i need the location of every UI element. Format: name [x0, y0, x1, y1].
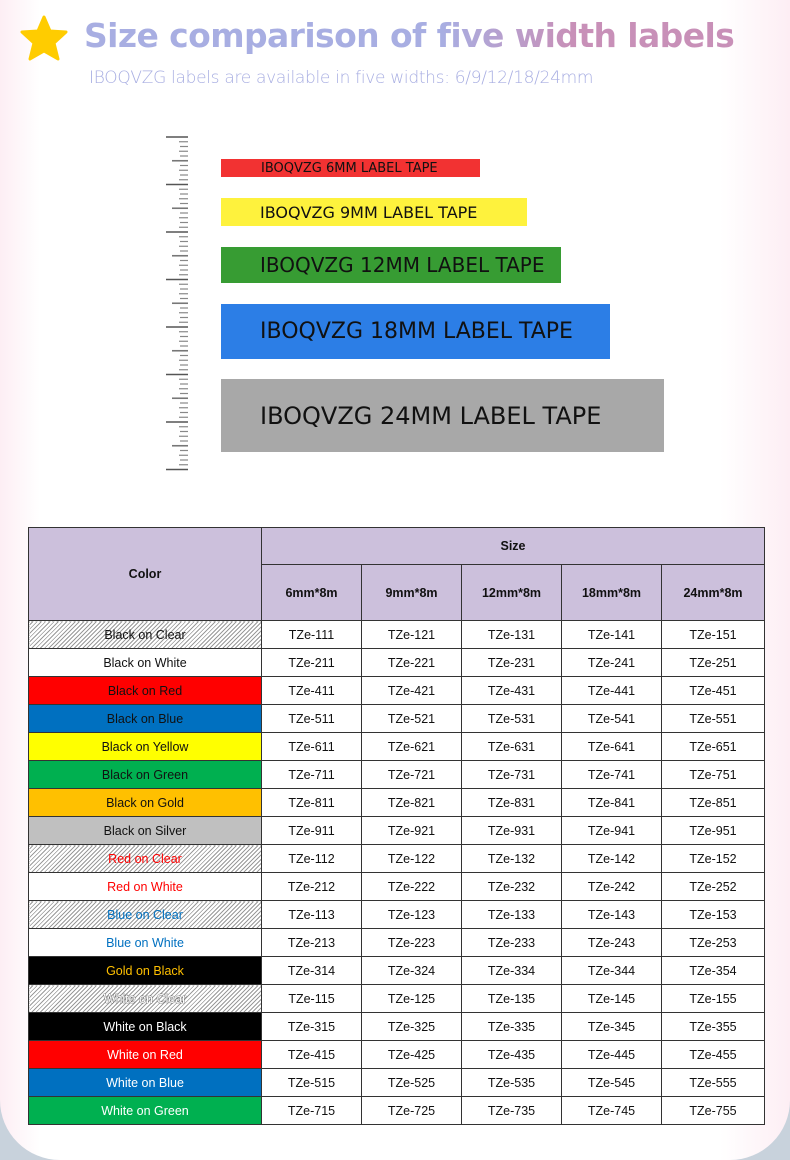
color-cell: Black on Yellow [29, 733, 262, 761]
tape-label: IBOQVZG 24MM LABEL TAPE [260, 401, 602, 430]
header [0, 0, 790, 110]
model-code-cell: TZe-211 [262, 649, 362, 677]
table-row [29, 621, 765, 649]
model-code-cell: TZe-222 [362, 873, 462, 901]
model-code-cell: TZe-125 [362, 985, 462, 1013]
model-code-cell: TZe-725 [362, 1097, 462, 1125]
spec-table [28, 527, 765, 1125]
model-code-cell: TZe-344 [562, 957, 662, 985]
ruler-icon [165, 136, 189, 472]
model-code-cell: TZe-541 [562, 705, 662, 733]
size-col-header: 6mm*8m [262, 565, 362, 621]
model-code-cell: TZe-354 [662, 957, 765, 985]
color-cell: Gold on Black [29, 957, 262, 985]
table-row [29, 733, 765, 761]
tape-label: IBOQVZG 12MM LABEL TAPE [260, 253, 545, 277]
color-cell: Red on White [29, 873, 262, 901]
model-code-cell: TZe-531 [462, 705, 562, 733]
model-code-cell: TZe-212 [262, 873, 362, 901]
table-row [29, 985, 765, 1013]
model-code-cell: TZe-121 [362, 621, 462, 649]
model-code-cell: TZe-155 [662, 985, 765, 1013]
star-icon [20, 15, 68, 61]
tape-24mm [221, 379, 664, 452]
model-code-cell: TZe-431 [462, 677, 562, 705]
model-code-cell: TZe-621 [362, 733, 462, 761]
model-code-cell: TZe-143 [562, 901, 662, 929]
model-code-cell: TZe-611 [262, 733, 362, 761]
model-code-cell: TZe-335 [462, 1013, 562, 1041]
model-code-cell: TZe-715 [262, 1097, 362, 1125]
model-code-cell: TZe-631 [462, 733, 562, 761]
model-code-cell: TZe-131 [462, 621, 562, 649]
model-code-cell: TZe-142 [562, 845, 662, 873]
model-code-cell: TZe-152 [662, 845, 765, 873]
table-row [29, 1097, 765, 1125]
model-code-cell: TZe-921 [362, 817, 462, 845]
color-cell: Black on Green [29, 761, 262, 789]
model-code-cell: TZe-555 [662, 1069, 765, 1097]
model-code-cell: TZe-314 [262, 957, 362, 985]
model-code-cell: TZe-411 [262, 677, 362, 705]
model-code-cell: TZe-441 [562, 677, 662, 705]
model-code-cell: TZe-153 [662, 901, 765, 929]
model-code-cell: TZe-253 [662, 929, 765, 957]
model-code-cell: TZe-851 [662, 789, 765, 817]
model-code-cell: TZe-425 [362, 1041, 462, 1069]
color-cell: White on Clear [29, 985, 262, 1013]
model-code-cell: TZe-223 [362, 929, 462, 957]
page-title: Size comparison of five width labels [84, 16, 735, 55]
model-code-cell: TZe-941 [562, 817, 662, 845]
model-code-cell: TZe-145 [562, 985, 662, 1013]
model-code-cell: TZe-755 [662, 1097, 765, 1125]
model-code-cell: TZe-243 [562, 929, 662, 957]
model-code-cell: TZe-252 [662, 873, 765, 901]
model-code-cell: TZe-525 [362, 1069, 462, 1097]
size-col-header: 12mm*8m [462, 565, 562, 621]
model-code-cell: TZe-345 [562, 1013, 662, 1041]
model-code-cell: TZe-811 [262, 789, 362, 817]
tape-label: IBOQVZG 9MM LABEL TAPE [260, 202, 478, 222]
color-cell: Blue on White [29, 929, 262, 957]
color-cell: White on Blue [29, 1069, 262, 1097]
model-code-cell: TZe-911 [262, 817, 362, 845]
tape-label: IBOQVZG 6MM LABEL TAPE [261, 160, 438, 176]
table-row [29, 873, 765, 901]
table-row [29, 957, 765, 985]
model-code-cell: TZe-821 [362, 789, 462, 817]
model-code-cell: TZe-213 [262, 929, 362, 957]
model-code-cell: TZe-711 [262, 761, 362, 789]
table-row [29, 677, 765, 705]
table-row [29, 789, 765, 817]
model-code-cell: TZe-231 [462, 649, 562, 677]
model-code-cell: TZe-112 [262, 845, 362, 873]
model-code-cell: TZe-141 [562, 621, 662, 649]
model-code-cell: TZe-242 [562, 873, 662, 901]
table-row [29, 1041, 765, 1069]
model-code-cell: TZe-151 [662, 621, 765, 649]
model-code-cell: TZe-122 [362, 845, 462, 873]
table-row [29, 705, 765, 733]
model-code-cell: TZe-551 [662, 705, 765, 733]
model-code-cell: TZe-445 [562, 1041, 662, 1069]
model-code-cell: TZe-745 [562, 1097, 662, 1125]
model-code-cell: TZe-651 [662, 733, 765, 761]
color-cell: Black on Silver [29, 817, 262, 845]
model-code-cell: TZe-521 [362, 705, 462, 733]
table-row [29, 1013, 765, 1041]
model-code-cell: TZe-455 [662, 1041, 765, 1069]
model-code-cell: TZe-251 [662, 649, 765, 677]
tape-18mm [221, 304, 610, 359]
color-cell: White on Green [29, 1097, 262, 1125]
table-row [29, 649, 765, 677]
model-code-cell: TZe-515 [262, 1069, 362, 1097]
model-code-cell: TZe-641 [562, 733, 662, 761]
table-row [29, 817, 765, 845]
model-code-cell: TZe-115 [262, 985, 362, 1013]
page-subtitle: IBOQVZG labels are available in five widths: 6/9/12/18/24mm [89, 68, 594, 88]
tape-9mm [221, 198, 527, 226]
model-code-cell: TZe-233 [462, 929, 562, 957]
model-code-cell: TZe-135 [462, 985, 562, 1013]
model-code-cell: TZe-421 [362, 677, 462, 705]
color-cell: Black on Blue [29, 705, 262, 733]
model-code-cell: TZe-315 [262, 1013, 362, 1041]
model-code-cell: TZe-355 [662, 1013, 765, 1041]
model-code-cell: TZe-741 [562, 761, 662, 789]
model-code-cell: TZe-325 [362, 1013, 462, 1041]
model-code-cell: TZe-451 [662, 677, 765, 705]
model-code-cell: TZe-721 [362, 761, 462, 789]
model-code-cell: TZe-435 [462, 1041, 562, 1069]
tape-6mm [221, 159, 480, 177]
model-code-cell: TZe-133 [462, 901, 562, 929]
model-code-cell: TZe-731 [462, 761, 562, 789]
color-header: Color [29, 528, 262, 621]
tape-12mm [221, 247, 561, 283]
color-cell: White on Black [29, 1013, 262, 1041]
color-cell: Black on Clear [29, 621, 262, 649]
color-cell: Red on Clear [29, 845, 262, 873]
model-code-cell: TZe-545 [562, 1069, 662, 1097]
model-code-cell: TZe-511 [262, 705, 362, 733]
size-col-header: 24mm*8m [662, 565, 765, 621]
color-cell: Black on Red [29, 677, 262, 705]
model-code-cell: TZe-931 [462, 817, 562, 845]
model-code-cell: TZe-113 [262, 901, 362, 929]
model-code-cell: TZe-334 [462, 957, 562, 985]
model-code-cell: TZe-241 [562, 649, 662, 677]
table-row [29, 845, 765, 873]
model-code-cell: TZe-831 [462, 789, 562, 817]
size-col-header: 18mm*8m [562, 565, 662, 621]
table-row [29, 929, 765, 957]
table-row [29, 1069, 765, 1097]
model-code-cell: TZe-751 [662, 761, 765, 789]
model-code-cell: TZe-951 [662, 817, 765, 845]
model-code-cell: TZe-841 [562, 789, 662, 817]
model-code-cell: TZe-232 [462, 873, 562, 901]
size-header: Size [262, 528, 765, 565]
color-cell: Blue on Clear [29, 901, 262, 929]
model-code-cell: TZe-324 [362, 957, 462, 985]
model-code-cell: TZe-221 [362, 649, 462, 677]
tape-label: IBOQVZG 18MM LABEL TAPE [260, 319, 573, 344]
color-cell: Black on White [29, 649, 262, 677]
model-code-cell: TZe-132 [462, 845, 562, 873]
table-row [29, 761, 765, 789]
model-code-cell: TZe-111 [262, 621, 362, 649]
model-code-cell: TZe-535 [462, 1069, 562, 1097]
size-col-header: 9mm*8m [362, 565, 462, 621]
model-code-cell: TZe-415 [262, 1041, 362, 1069]
color-cell: Black on Gold [29, 789, 262, 817]
model-code-cell: TZe-123 [362, 901, 462, 929]
color-cell: White on Red [29, 1041, 262, 1069]
model-code-cell: TZe-735 [462, 1097, 562, 1125]
table-row [29, 901, 765, 929]
